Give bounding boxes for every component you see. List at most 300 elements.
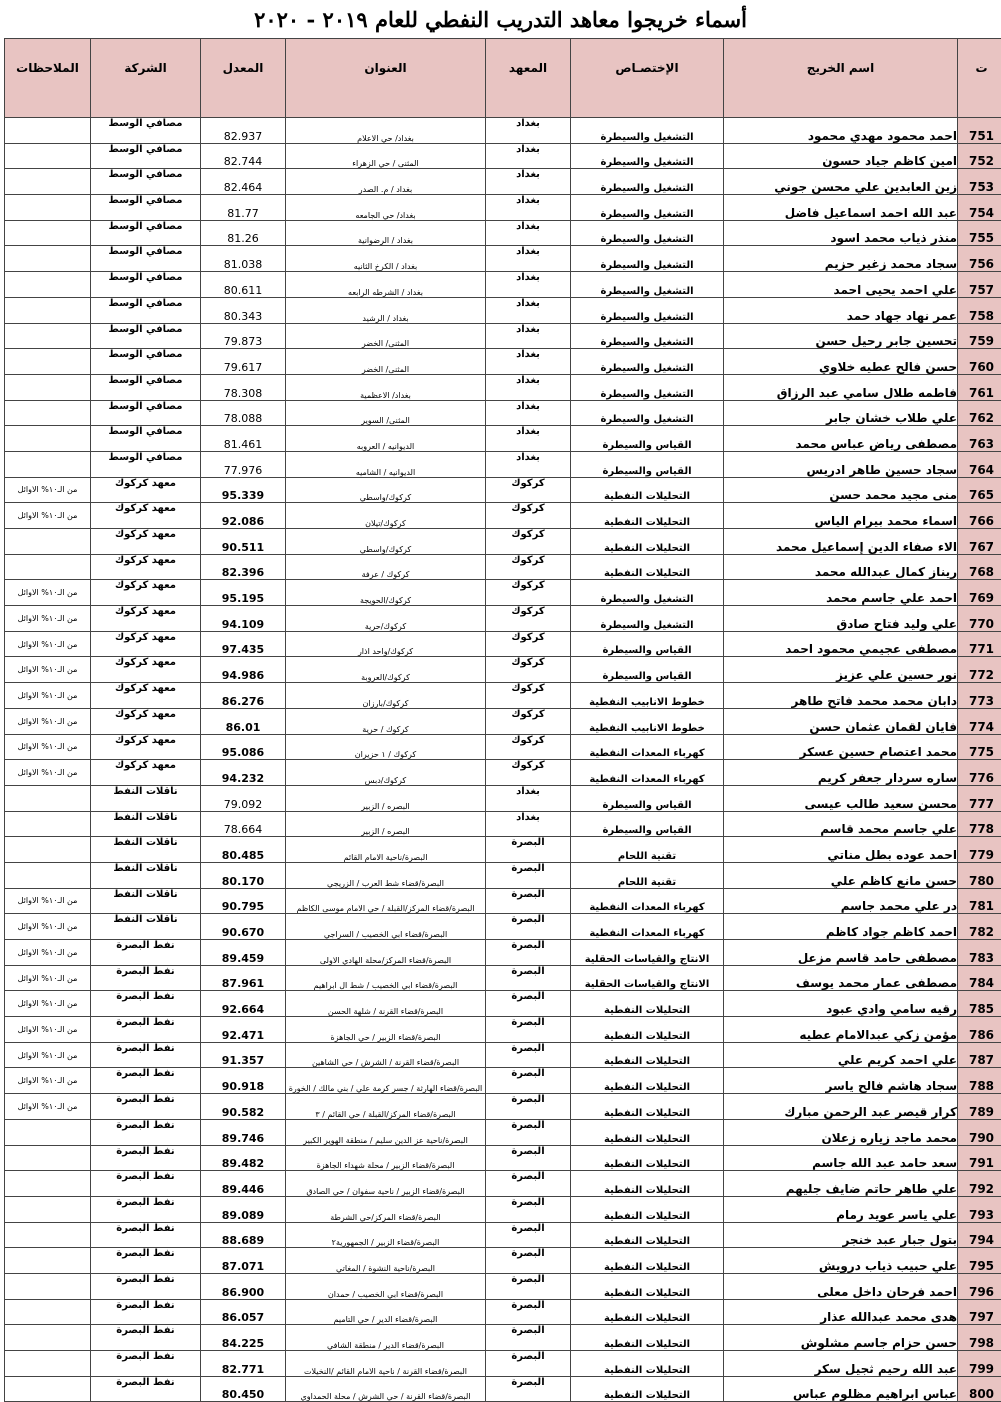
cell-institute: بغداد (486, 297, 571, 323)
cell-specialization: القياس والسيطرة (571, 631, 724, 657)
table-row (5, 965, 1001, 991)
cell-notes: من الـ١٠% الاوائل (5, 991, 91, 1017)
table-row (5, 118, 1001, 144)
cell-notes (5, 451, 91, 477)
cell-company: مصافي الوسط (91, 374, 201, 400)
cell-row-number: 755 (958, 220, 1001, 246)
table-row (5, 297, 1001, 323)
table-row (5, 1222, 1001, 1248)
page-title: أسماء خريجوا معاهد التدريب النفطي للعام ٢٠١٩ - ٢٠٢٠ (0, 6, 1001, 34)
cell-notes (5, 1351, 91, 1377)
cell-graduate-name: عمر نهاد جهاد حمد (724, 297, 958, 323)
cell-company: مصافي الوسط (91, 349, 201, 375)
cell-notes (5, 1145, 91, 1171)
cell-notes: من الـ١٠% الاوائل (5, 965, 91, 991)
cell-average: 82.396 (201, 554, 286, 580)
cell-graduate-name: حسن حزام جاسم مشلوش (724, 1325, 958, 1351)
cell-institute: كركوك (486, 529, 571, 555)
cell-graduate-name: زين العابدين علي محسن جوني (724, 169, 958, 195)
cell-graduate-name: محمد اعتصام حسين عسكر (724, 734, 958, 760)
cell-institute: بغداد (486, 349, 571, 375)
cell-average: 90.918 (201, 1068, 286, 1094)
cell-graduate-name: ساره سردار جعفر كريم (724, 760, 958, 786)
cell-average: 80.611 (201, 272, 286, 298)
cell-institute: البصرة (486, 1119, 571, 1145)
cell-company: معهد كركوك (91, 631, 201, 657)
cell-row-number: 780 (958, 862, 1001, 888)
cell-notes (5, 297, 91, 323)
cell-row-number: 798 (958, 1325, 1001, 1351)
header-name: اسم الخريج (724, 39, 958, 118)
cell-institute: البصرة (486, 1325, 571, 1351)
cell-notes (5, 400, 91, 426)
cell-address: البصرة/قضاء الزبير / ناحية سفوان / حي الصادق (286, 1171, 486, 1197)
cell-address: البصرة/قضاء شط العرب / الزريجي (286, 862, 486, 888)
table-row (5, 888, 1001, 914)
cell-specialization: التحليلات النفطية (571, 1299, 724, 1325)
cell-specialization: التحليلات النفطية (571, 1017, 724, 1043)
cell-row-number: 781 (958, 888, 1001, 914)
cell-average: 77.976 (201, 451, 286, 477)
cell-address: البصرة/قضاء ابي الخصيب / السراجي (286, 914, 486, 940)
cell-address: البصرة/قضاء المركز/القبلة / حي الامام موسى الكاظم (286, 888, 486, 914)
cell-address: كركوك/تيلان (286, 503, 486, 529)
cell-institute: البصرة (486, 1094, 571, 1120)
table-row (5, 503, 1001, 529)
cell-specialization: القياس والسيطرة (571, 785, 724, 811)
cell-company: نفط البصرة (91, 1325, 201, 1351)
cell-average: 79.873 (201, 323, 286, 349)
cell-specialization: التحليلات النفطية (571, 529, 724, 555)
cell-address: البصرة/قضاء المركز/حي الشرطة (286, 1196, 486, 1222)
cell-company: معهد كركوك (91, 657, 201, 683)
cell-specialization: التحليلات النفطية (571, 1376, 724, 1402)
cell-institute: بغداد (486, 400, 571, 426)
cell-company: معهد كركوك (91, 760, 201, 786)
cell-specialization: القياس والسيطرة (571, 426, 724, 452)
cell-company: نفط البصرة (91, 1068, 201, 1094)
cell-graduate-name: عبد الله رحيم ثجيل سكر (724, 1351, 958, 1377)
cell-row-number: 762 (958, 400, 1001, 426)
cell-company: مصافي الوسط (91, 451, 201, 477)
cell-company: مصافي الوسط (91, 272, 201, 298)
table-row (5, 1171, 1001, 1197)
cell-row-number: 787 (958, 1042, 1001, 1068)
cell-graduate-name: سعد حامد عبد الله جاسم (724, 1145, 958, 1171)
cell-row-number: 768 (958, 554, 1001, 580)
cell-average: 94.109 (201, 606, 286, 632)
cell-company: معهد كركوك (91, 554, 201, 580)
cell-address: بغداد / الشرطه الرابعه (286, 272, 486, 298)
cell-graduate-name: منذر ذياب محمد اسود (724, 220, 958, 246)
cell-graduate-name: ريناز كمال عبدالله محمد (724, 554, 958, 580)
cell-graduate-name: در علي محمد جاسم (724, 888, 958, 914)
cell-graduate-name: هدى محمد عبدالله عذار (724, 1299, 958, 1325)
cell-graduate-name: علي احمد كريم علي (724, 1042, 958, 1068)
cell-address: البصره / الزبير (286, 811, 486, 837)
cell-graduate-name: علي حبيب ذياب درويش (724, 1248, 958, 1274)
cell-graduate-name: مصطفى رياض عباس محمد (724, 426, 958, 452)
table-row (5, 734, 1001, 760)
cell-notes: من الـ١٠% الاوائل (5, 580, 91, 606)
table-row (5, 1145, 1001, 1171)
cell-company: مصافي الوسط (91, 195, 201, 221)
cell-average: 89.746 (201, 1119, 286, 1145)
cell-average: 81.77 (201, 195, 286, 221)
cell-institute: البصرة (486, 888, 571, 914)
cell-address: البصرة/قضاء الزبير / الجمهورية٢ (286, 1222, 486, 1248)
cell-specialization: التحليلات النفطية (571, 503, 724, 529)
cell-specialization: التحليلات النفطية (571, 1068, 724, 1094)
cell-address: البصره / الزبير (286, 785, 486, 811)
table-row (5, 1119, 1001, 1145)
cell-row-number: 776 (958, 760, 1001, 786)
cell-specialization: التشغيل والسيطرة (571, 246, 724, 272)
cell-specialization: التحليلات النفطية (571, 1248, 724, 1274)
cell-graduate-name: دابان محمد محمد فاتح طاهر (724, 683, 958, 709)
cell-institute: بغداد (486, 426, 571, 452)
cell-row-number: 756 (958, 246, 1001, 272)
cell-average: 92.086 (201, 503, 286, 529)
cell-notes (5, 143, 91, 169)
cell-company: مصافي الوسط (91, 297, 201, 323)
cell-average: 82.937 (201, 118, 286, 144)
cell-notes: من الـ١٠% الاوائل (5, 760, 91, 786)
table-row (5, 1376, 1001, 1402)
cell-notes (5, 1325, 91, 1351)
table-row (5, 1248, 1001, 1274)
cell-graduate-name: فايان لقمان عثمان حسن (724, 708, 958, 734)
cell-specialization: التشغيل والسيطرة (571, 272, 724, 298)
cell-graduate-name: علي طلاب خشان جابر (724, 400, 958, 426)
cell-company: نفط البصرة (91, 991, 201, 1017)
cell-average: 95.195 (201, 580, 286, 606)
cell-notes (5, 1376, 91, 1402)
cell-company: معهد كركوك (91, 708, 201, 734)
cell-row-number: 797 (958, 1299, 1001, 1325)
cell-average: 90.582 (201, 1094, 286, 1120)
cell-graduate-name: نور حسين علي عزيز (724, 657, 958, 683)
cell-specialization: التشغيل والسيطرة (571, 606, 724, 632)
cell-address: كركوك/واحد اذار (286, 631, 486, 657)
cell-address: كركوك/واسطي (286, 477, 486, 503)
cell-average: 92.664 (201, 991, 286, 1017)
cell-notes: من الـ١٠% الاوائل (5, 940, 91, 966)
cell-graduate-name: احمد محمود مهدي محمود (724, 118, 958, 144)
cell-row-number: 766 (958, 503, 1001, 529)
cell-notes (5, 118, 91, 144)
cell-address: البصرة/قضاء المركز/محلة الهادي الاولى (286, 940, 486, 966)
cell-company: مصافي الوسط (91, 169, 201, 195)
cell-graduate-name: مصطفى حامد قاسم مزعل (724, 940, 958, 966)
cell-institute: بغداد (486, 451, 571, 477)
cell-notes: من الـ١٠% الاوائل (5, 708, 91, 734)
cell-company: نفط البصرة (91, 1094, 201, 1120)
cell-graduate-name: عبد الله احمد اسماعيل فاضل (724, 195, 958, 221)
table-row (5, 477, 1001, 503)
cell-address: كركوك / عرفة (286, 554, 486, 580)
cell-institute: بغداد (486, 272, 571, 298)
cell-row-number: 770 (958, 606, 1001, 632)
cell-company: نفط البصرة (91, 1299, 201, 1325)
cell-address: بغداد/ حي الاعلام (286, 118, 486, 144)
cell-address: بغداد/ الاعظمية (286, 374, 486, 400)
cell-notes: من الـ١٠% الاوائل (5, 734, 91, 760)
cell-company: مصافي الوسط (91, 143, 201, 169)
cell-average: 91.357 (201, 1042, 286, 1068)
cell-row-number: 767 (958, 529, 1001, 555)
cell-row-number: 752 (958, 143, 1001, 169)
cell-institute: بغداد (486, 169, 571, 195)
cell-address: الديوانيه / الشاميه (286, 451, 486, 477)
cell-notes: من الـ١٠% الاوائل (5, 606, 91, 632)
cell-average: 80.170 (201, 862, 286, 888)
table-row (5, 1017, 1001, 1043)
cell-graduate-name: محسن سعيد طالب عيسى (724, 785, 958, 811)
cell-address: بغداد / م. الصدر (286, 169, 486, 195)
cell-institute: البصرة (486, 862, 571, 888)
cell-row-number: 792 (958, 1171, 1001, 1197)
cell-institute: البصرة (486, 1273, 571, 1299)
table-row (5, 272, 1001, 298)
cell-notes (5, 837, 91, 863)
cell-address: الديوانيه / العروبه (286, 426, 486, 452)
cell-specialization: التحليلات النفطية (571, 1119, 724, 1145)
cell-specialization: الانتاج والقياسات الحقلية (571, 965, 724, 991)
cell-specialization: التحليلات النفطية (571, 1351, 724, 1377)
cell-company: معهد كركوك (91, 477, 201, 503)
cell-address: البصرة/ناحية الامام القائم (286, 837, 486, 863)
cell-specialization: كهرباء المعدات النفطية (571, 888, 724, 914)
cell-institute: البصرة (486, 1351, 571, 1377)
cell-notes (5, 426, 91, 452)
cell-specialization: كهرباء المعدات النفطية (571, 734, 724, 760)
cell-row-number: 783 (958, 940, 1001, 966)
cell-notes: من الـ١٠% الاوائل (5, 1094, 91, 1120)
cell-address: البصرة/قضاء الزبير / محلة شهداء الجاهزة (286, 1145, 486, 1171)
cell-graduate-name: تحسين جابر رحيل حسن (724, 323, 958, 349)
cell-graduate-name: بتول جبار عبد خنجر (724, 1222, 958, 1248)
cell-address: البصرة/قضاء الهارثة / جسر كرمة علي / بني مالك / الخورة (286, 1068, 486, 1094)
cell-average: 81.038 (201, 246, 286, 272)
cell-graduate-name: حسن فالح عطيه خلاوي (724, 349, 958, 375)
cell-institute: كركوك (486, 554, 571, 580)
cell-average: 80.343 (201, 297, 286, 323)
cell-graduate-name: علي طاهر حاتم ضايف جليهم (724, 1171, 958, 1197)
cell-average: 90.795 (201, 888, 286, 914)
table-row (5, 811, 1001, 837)
cell-specialization: التشغيل والسيطرة (571, 323, 724, 349)
cell-notes (5, 1248, 91, 1274)
cell-notes: من الـ١٠% الاوائل (5, 1068, 91, 1094)
cell-company: مصافي الوسط (91, 400, 201, 426)
cell-average: 94.232 (201, 760, 286, 786)
table-row (5, 451, 1001, 477)
cell-row-number: 785 (958, 991, 1001, 1017)
cell-specialization: التحليلات النفطية (571, 1145, 724, 1171)
cell-specialization: تقنية اللحام (571, 837, 724, 863)
cell-specialization: التحليلات النفطية (571, 991, 724, 1017)
cell-graduate-name: عباس ابراهيم مظلوم عباس (724, 1376, 958, 1402)
cell-average: 86.01 (201, 708, 286, 734)
cell-institute: البصرة (486, 991, 571, 1017)
cell-institute: كركوك (486, 708, 571, 734)
cell-address: كركوك/دبس (286, 760, 486, 786)
cell-institute: بغداد (486, 118, 571, 144)
cell-notes (5, 169, 91, 195)
cell-row-number: 793 (958, 1196, 1001, 1222)
cell-graduate-name: علي ياسر عويد رمام (724, 1196, 958, 1222)
cell-institute: البصرة (486, 1299, 571, 1325)
cell-specialization: التحليلات النفطية (571, 1325, 724, 1351)
cell-notes: من الـ١٠% الاوائل (5, 631, 91, 657)
cell-notes (5, 1119, 91, 1145)
cell-company: ناقلات النفط (91, 785, 201, 811)
cell-row-number: 778 (958, 811, 1001, 837)
cell-graduate-name: علي جاسم محمد قاسم (724, 811, 958, 837)
cell-company: مصافي الوسط (91, 220, 201, 246)
table-row (5, 631, 1001, 657)
table-row (5, 220, 1001, 246)
cell-graduate-name: اسماء محمد بيرام الياس (724, 503, 958, 529)
cell-company: ناقلات النفط (91, 862, 201, 888)
cell-specialization: التحليلات النفطية (571, 1042, 724, 1068)
table-row (5, 914, 1001, 940)
cell-row-number: 784 (958, 965, 1001, 991)
cell-specialization: التشغيل والسيطرة (571, 169, 724, 195)
table-row (5, 400, 1001, 426)
cell-notes (5, 1299, 91, 1325)
cell-graduate-name: محمد ماجد زياره زعلان (724, 1119, 958, 1145)
table-row (5, 1325, 1001, 1351)
cell-average: 90.511 (201, 529, 286, 555)
cell-institute: البصرة (486, 940, 571, 966)
cell-average: 84.225 (201, 1325, 286, 1351)
cell-institute: بغداد (486, 374, 571, 400)
cell-average: 88.689 (201, 1222, 286, 1248)
cell-institute: بغداد (486, 811, 571, 837)
cell-row-number: 794 (958, 1222, 1001, 1248)
cell-specialization: تقنية اللحام (571, 862, 724, 888)
cell-row-number: 788 (958, 1068, 1001, 1094)
cell-graduate-name: علي وليد فتاح صادق (724, 606, 958, 632)
cell-row-number: 795 (958, 1248, 1001, 1274)
table-row (5, 991, 1001, 1017)
cell-specialization: كهرباء المعدات النفطية (571, 914, 724, 940)
cell-notes (5, 323, 91, 349)
cell-institute: البصرة (486, 1222, 571, 1248)
cell-company: معهد كركوك (91, 683, 201, 709)
cell-average: 79.092 (201, 785, 286, 811)
cell-notes (5, 1196, 91, 1222)
cell-specialization: التشغيل والسيطرة (571, 374, 724, 400)
cell-average: 97.435 (201, 631, 286, 657)
cell-average: 94.986 (201, 657, 286, 683)
cell-row-number: 757 (958, 272, 1001, 298)
table-row (5, 708, 1001, 734)
cell-institute: كركوك (486, 631, 571, 657)
table-row (5, 426, 1001, 452)
header-specialization: الإختصـاص (571, 39, 724, 118)
cell-notes (5, 554, 91, 580)
header-institute: المعهد (486, 39, 571, 118)
cell-average: 78.088 (201, 400, 286, 426)
cell-row-number: 789 (958, 1094, 1001, 1120)
table-row (5, 837, 1001, 863)
cell-average: 86.276 (201, 683, 286, 709)
cell-row-number: 775 (958, 734, 1001, 760)
cell-row-number: 765 (958, 477, 1001, 503)
cell-specialization: خطوط الانابيب النفطية (571, 683, 724, 709)
cell-row-number: 779 (958, 837, 1001, 863)
cell-notes: من الـ١٠% الاوائل (5, 683, 91, 709)
cell-row-number: 777 (958, 785, 1001, 811)
table-row (5, 657, 1001, 683)
cell-graduate-name: سجاد حسين طاهر ادريس (724, 451, 958, 477)
cell-notes (5, 1222, 91, 1248)
cell-row-number: 773 (958, 683, 1001, 709)
cell-institute: كركوك (486, 734, 571, 760)
cell-specialization: التشغيل والسيطرة (571, 349, 724, 375)
header-notes: الملاحظات (5, 39, 91, 118)
cell-address: البصرة/قضاء المركز/القبلة / حي القائم / ٣ (286, 1094, 486, 1120)
cell-notes (5, 785, 91, 811)
cell-company: ناقلات النفط (91, 811, 201, 837)
cell-notes: من الـ١٠% الاوائل (5, 1017, 91, 1043)
cell-average: 81.26 (201, 220, 286, 246)
table-row (5, 683, 1001, 709)
cell-average: 89.089 (201, 1196, 286, 1222)
cell-specialization: التشغيل والسيطرة (571, 580, 724, 606)
cell-institute: البصرة (486, 1248, 571, 1274)
cell-average: 89.446 (201, 1171, 286, 1197)
cell-notes (5, 220, 91, 246)
cell-specialization: التحليلات النفطية (571, 1222, 724, 1248)
cell-row-number: 751 (958, 118, 1001, 144)
cell-institute: البصرة (486, 1145, 571, 1171)
cell-institute: البصرة (486, 965, 571, 991)
table-row (5, 169, 1001, 195)
table-row (5, 1273, 1001, 1299)
cell-graduate-name: احمد عوده بطل مناتي (724, 837, 958, 863)
cell-company: نفط البصرة (91, 1017, 201, 1043)
cell-company: ناقلات النفط (91, 914, 201, 940)
cell-average: 89.459 (201, 940, 286, 966)
cell-address: بغداد / الرضوانية (286, 220, 486, 246)
cell-address: البصرة/قضاء الزبير / حي الجاهزة (286, 1017, 486, 1043)
cell-address: كركوك / حرية (286, 708, 486, 734)
cell-specialization: التشغيل والسيطرة (571, 118, 724, 144)
cell-company: معهد كركوك (91, 580, 201, 606)
cell-company: ناقلات النفط (91, 837, 201, 863)
cell-company: نفط البصرة (91, 1171, 201, 1197)
cell-notes (5, 246, 91, 272)
cell-row-number: 758 (958, 297, 1001, 323)
table-row (5, 1042, 1001, 1068)
cell-notes: من الـ١٠% الاوائل (5, 657, 91, 683)
table-row (5, 1299, 1001, 1325)
cell-company: نفط البصرة (91, 1222, 201, 1248)
cell-notes (5, 1171, 91, 1197)
cell-graduate-name: رقيه سامي وادي عبود (724, 991, 958, 1017)
cell-notes (5, 811, 91, 837)
cell-graduate-name: سجاد هاشم فالح ياسر (724, 1068, 958, 1094)
table-row (5, 143, 1001, 169)
table-row (5, 246, 1001, 272)
cell-row-number: 754 (958, 195, 1001, 221)
cell-company: نفط البصرة (91, 1145, 201, 1171)
cell-address: كركوك/العروبة (286, 657, 486, 683)
